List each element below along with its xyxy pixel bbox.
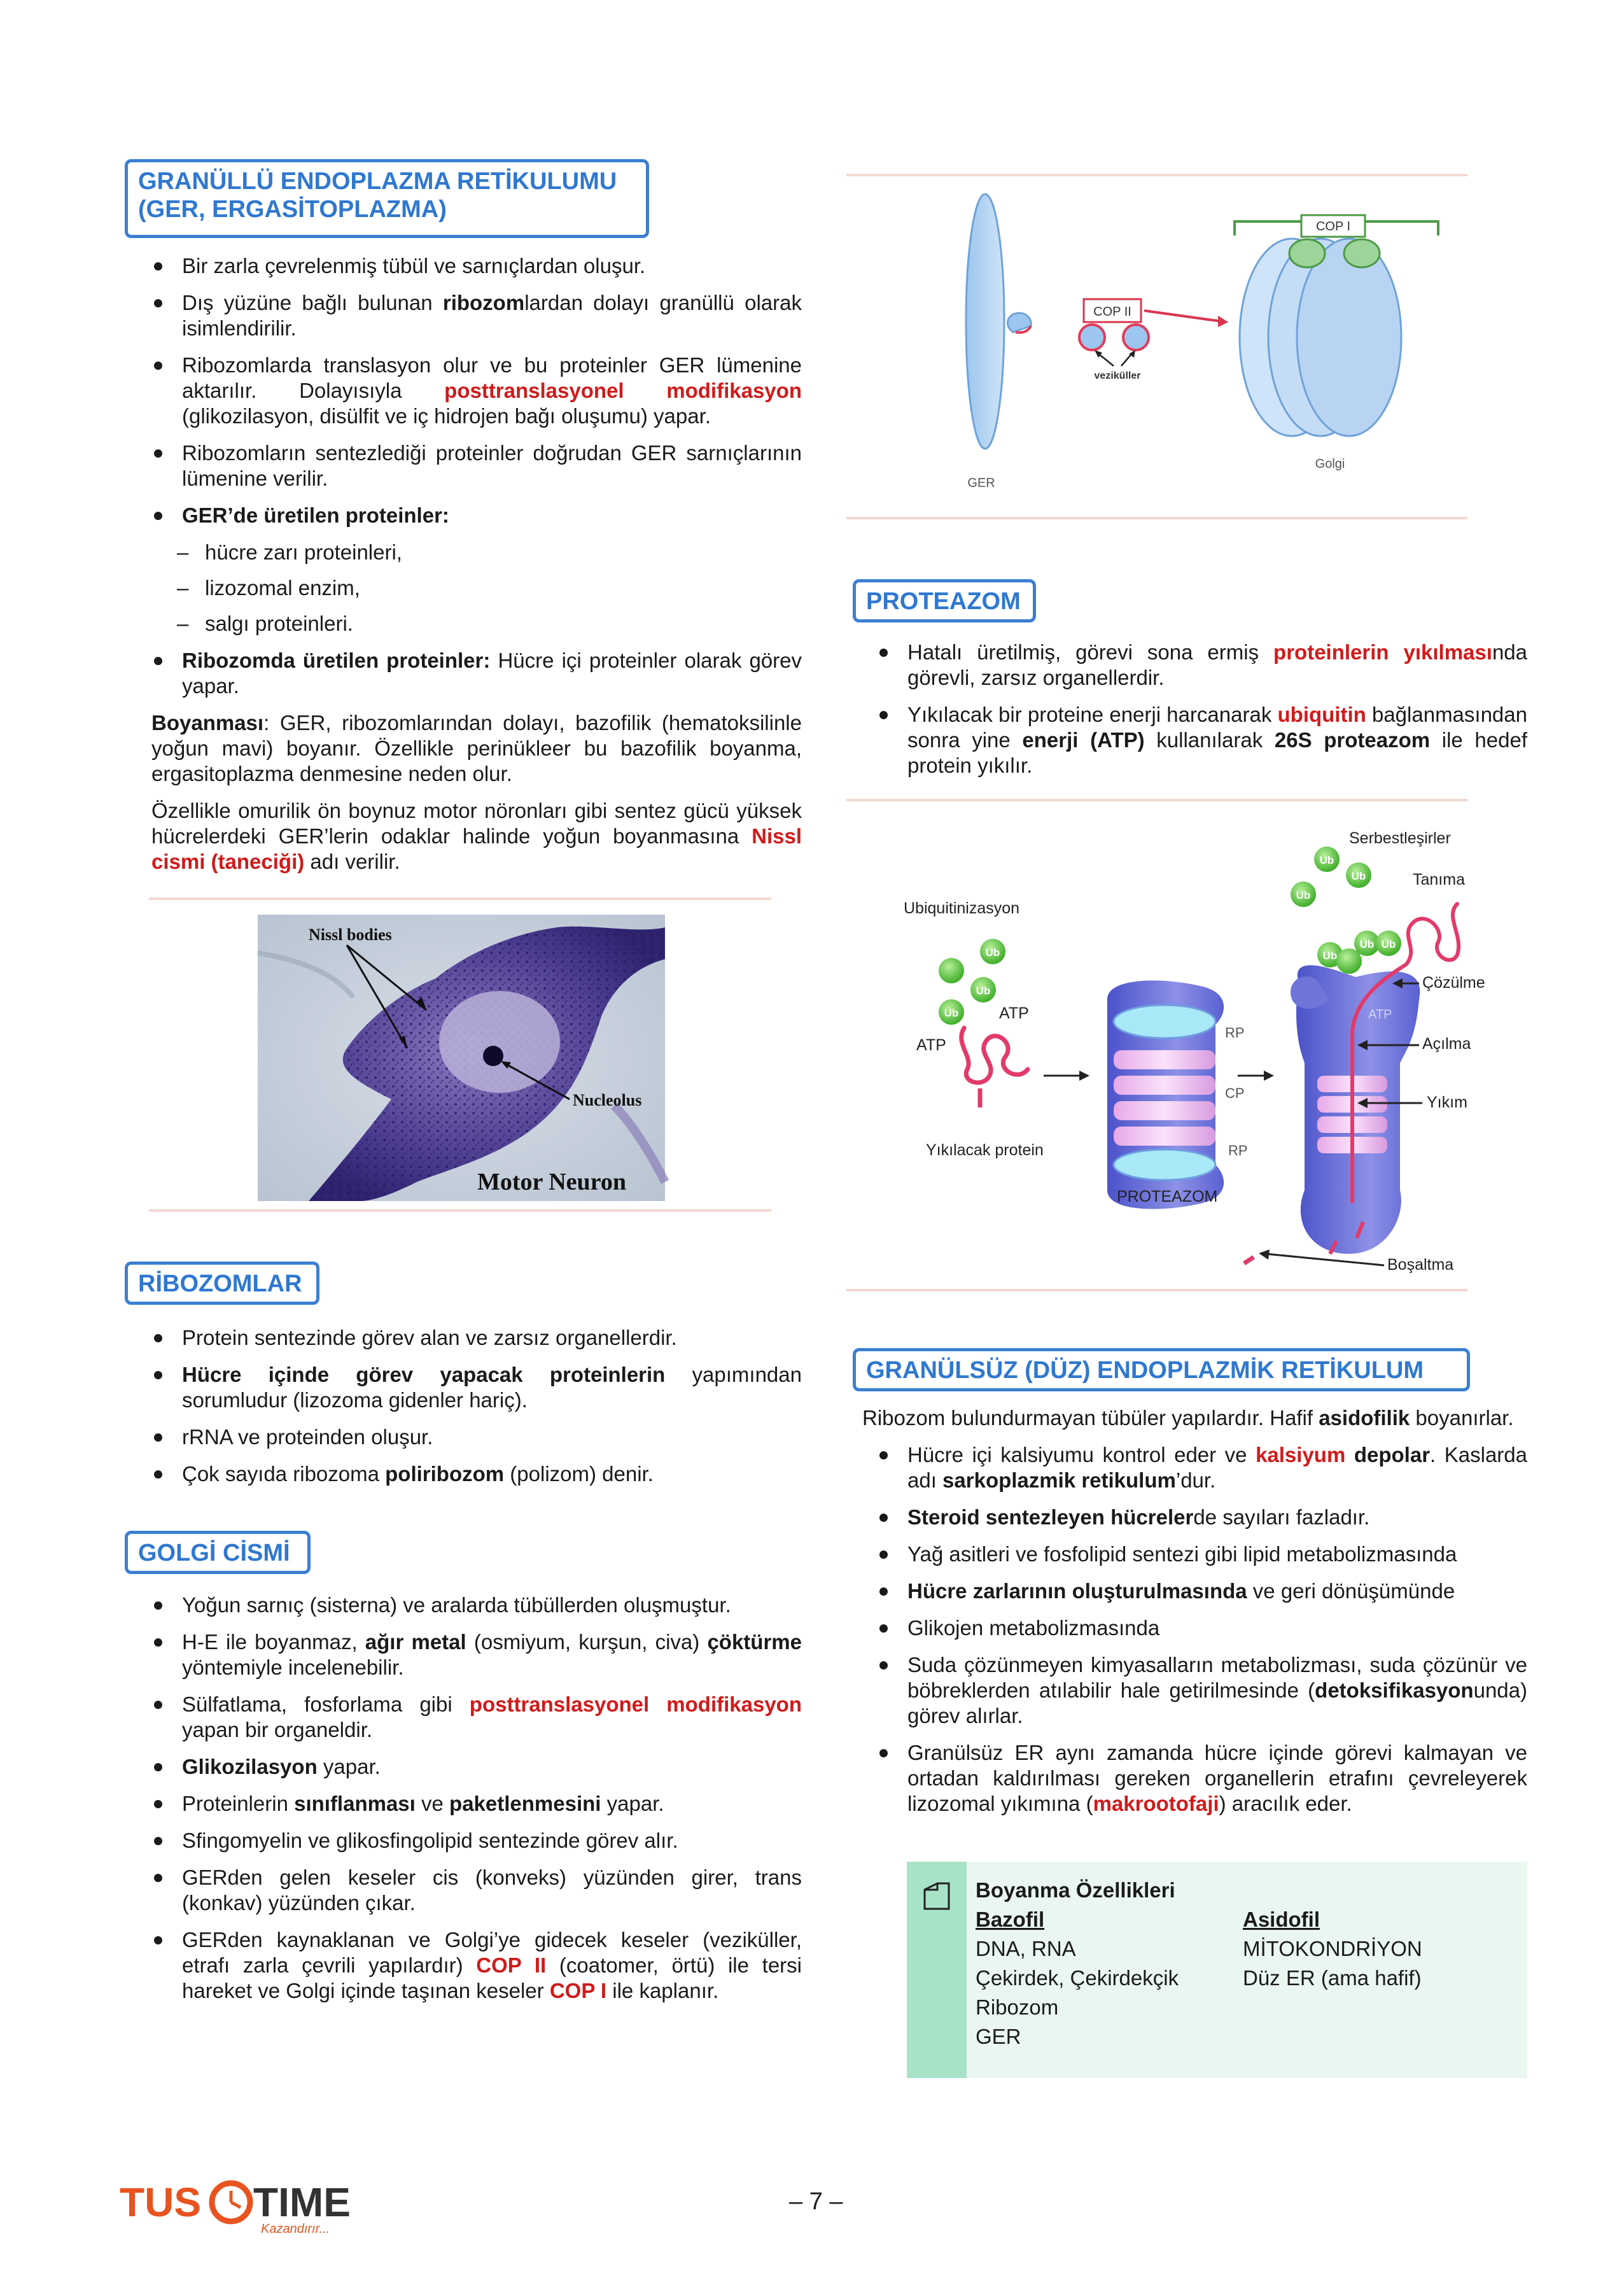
- ger-title-line1: GRANÜLLÜ ENDOPLAZMA RETİKULUMU: [138, 168, 617, 195]
- tustime-logo: [120, 2170, 349, 2240]
- ub-label: Ub: [944, 1007, 959, 1019]
- proteazom-title: PROTEAZOM: [866, 588, 1021, 615]
- list-item: Steroid sentezleyen hücrelerde sayıları fazladır.: [872, 1505, 1527, 1530]
- ub-label: Ub: [1351, 870, 1366, 882]
- basophil-item: GER: [976, 2025, 1021, 2048]
- ub-label: Ub: [976, 985, 991, 997]
- ser-intro: Ribozom bulundurmayan tübüler yapılardır. Hafif asidofilik boyanırlar.: [862, 1406, 1514, 1430]
- emptying-label: Boşaltma: [1387, 1256, 1454, 1274]
- staining-paragraph: Boyanması: GER, ribozomlarından dolayı, bazofilik (hematoksilinle yoğun mavi) boyanır. Özellikle perinükleer bu bazofilik boyanma, ergasitoplazma denmesine neden olur.: [151, 711, 802, 785]
- list-item: GERden gelen keseler cis (konveks) yüzünden girer, trans (konkav) yüzünden çıkar.: [146, 1865, 802, 1916]
- ribozom-content: [146, 1325, 802, 1498]
- ub-label: Ub: [1359, 938, 1375, 950]
- proteasome-diagram: [846, 808, 1485, 1292]
- ser-title: GRANÜLSÜZ (DÜZ) ENDOPLAZMİK RETİKULUM: [866, 1357, 1424, 1384]
- list-item: Dış yüzüne bağlı bulunan ribozomlardan dolayı granüllü olarak isimlendirilir.: [146, 290, 802, 341]
- list-item: Protein sentezinde görev alan ve zarsız organellerdir.: [146, 1325, 802, 1351]
- ger-golgi-vesicle-diagram: [846, 185, 1467, 509]
- cp-label: CP: [1225, 1085, 1245, 1101]
- ub-label: Ub: [1296, 889, 1311, 901]
- list-item: Granülsüz ER aynı zamanda hücre içinde görevi kalmayan ve ortadan kaldırılması gereken organellerin etrafını çevreleyerek lizozomal yıkımına (makrootofaji) aracılık eder.: [872, 1740, 1527, 1817]
- page-number: – 7 –: [789, 2188, 843, 2215]
- nucleolus-label: Nucleolus: [573, 1091, 642, 1109]
- golgi-label: Golgi: [1315, 457, 1345, 471]
- list-item: rRNA ve proteinden oluşur.: [146, 1424, 802, 1450]
- motor-neuron-micrograph: [258, 915, 665, 1201]
- note-title: Boyanma Özellikleri: [976, 1878, 1175, 1902]
- nissl-paragraph: Özellikle omurilik ön boynuz motor nöronları gibi sentez gücü yüksek hücrelerdeki GER’lerin odaklar halinde yoğun boyanmasına Nissl cismi (taneciği) adı verilir.: [151, 799, 802, 873]
- basophil-item: Ribozom: [976, 1995, 1059, 2019]
- list-item: Sülfatlama, fosforlama gibi posttranslasyonel modifikasyon yapan bir organeldir.: [146, 1692, 802, 1743]
- golgi-title-box: [125, 1531, 311, 1574]
- divider: [149, 1209, 771, 1212]
- atp-label: ATP: [1368, 1008, 1392, 1022]
- logo-time: TIME: [253, 2179, 351, 2225]
- logo-tus: TUS: [120, 2179, 201, 2225]
- list-item: Yıkılacak bir proteine enerji harcanarak ubiquitin bağlanmasından sonra yine enerji (ATP) kullanılarak 26S proteazom ile hedef protein yıkılır.: [872, 702, 1527, 778]
- divider: [846, 174, 1467, 176]
- basophil-item: DNA, RNA: [976, 1937, 1076, 1960]
- list-item: – hücre zarı proteinleri,: [146, 540, 802, 565]
- ub-label: Ub: [1322, 950, 1338, 962]
- list-item: Ribozomların sentezlediği proteinler doğrudan GER sarnıçlarının lümenine verilir.: [146, 440, 802, 491]
- acidophil-column: [1243, 1905, 1422, 1993]
- list-item: Suda çözünmeyen kimyasalların metabolizması, suda çözünür ve böbreklerden atılabilir hale getirilmesinde (detoksifikasyonunda) görev alırlar.: [872, 1652, 1527, 1729]
- list-item: Hücre içi kalsiyumu kontrol eder ve kalsiyum depolar. Kaslarda adı sarkoplazmik retikulum’dur.: [872, 1442, 1527, 1493]
- ger-title-line2: (GER, ERGASİTOPLAZMA): [138, 196, 447, 223]
- cop-ii-label: COP II: [1093, 305, 1131, 319]
- list-item: Ribozomlarda translasyon olur ve bu proteinler GER lümenine aktarılır. Dolayısıyla posttranslasyonel modifikasyon (glikozilasyon, disülfit ve iç hidrojen bağı oluşumu) yapar.: [146, 353, 802, 429]
- divider: [846, 799, 1467, 801]
- nissl-bodies-label: Nissl bodies: [309, 925, 392, 944]
- divider: [846, 1289, 1467, 1291]
- list-item: Hücre zarlarının oluşturulmasında ve geri dönüşümünde: [872, 1578, 1527, 1604]
- ub-label: Ub: [1381, 938, 1396, 950]
- degradation-label: Yıkım: [1427, 1093, 1467, 1111]
- ser-title-box: [853, 1348, 1470, 1391]
- basophil-header: Bazofil: [976, 1908, 1045, 1931]
- released-label: Serbestleşirler: [1349, 829, 1451, 847]
- list-item: Hatalı üretilmiş, görevi sona ermiş proteinlerin yıkılmasında görevli, zarsız organellerdir.: [872, 640, 1527, 691]
- ribozom-title-box: [125, 1262, 319, 1305]
- basophil-column: [976, 1905, 1179, 2051]
- cop-i-label: COP I: [1315, 220, 1351, 234]
- golgi-content: [146, 1592, 802, 2015]
- golgi-title: GOLGİ CİSMİ: [138, 1540, 290, 1566]
- motor-neuron-caption: Motor Neuron: [477, 1169, 626, 1195]
- recognition-label: Tanıma: [1413, 871, 1465, 889]
- list-item: Glikojen metabolizmasında: [872, 1615, 1527, 1641]
- list-item: Sfingomyelin ve glikosfingolipid sentezinde görev alır.: [146, 1828, 802, 1853]
- ser-content: [862, 1405, 1527, 1828]
- staining-note-box: [907, 1862, 1527, 2078]
- note-icon: [921, 1881, 953, 1913]
- divider: [846, 517, 1467, 519]
- divider: [149, 897, 771, 900]
- rp-label: RP: [1228, 1143, 1248, 1158]
- list-item: Proteinlerin sınıflanması ve paketlenmesini yapar.: [146, 1791, 802, 1817]
- list-item: Ribozomda üretilen proteinler: Hücre içi proteinler olarak görev yapar.: [146, 648, 802, 699]
- list-item: Çok sayıda ribozoma poliribozom (polizom) denir.: [146, 1461, 802, 1487]
- list-item: H-E ile boyanmaz, ağır metal (osmiyum, kurşun, civa) çöktürme yöntemiyle incelenebilir.: [146, 1629, 802, 1680]
- ub-label: Ub: [1319, 854, 1334, 866]
- list-item: – lizozomal enzim,: [146, 575, 802, 601]
- ribozom-title: RİBOZOMLAR: [138, 1270, 302, 1297]
- list-item: Yağ asitleri ve fosfolipid sentezi gibi lipid metabolizmasında: [872, 1542, 1527, 1567]
- list-item: GER’de üretilen proteinler:: [146, 503, 802, 528]
- proteazom-content: [872, 640, 1527, 790]
- ubiquitinization-label: Ubiquitinizasyon: [904, 899, 1020, 917]
- opening-label: Açılma: [1422, 1035, 1471, 1053]
- list-item: GERden kaynaklanan ve Golgi’ye gidecek keseler (veziküller, etrafı zarla çevrili yapılardır) COP II (coatomer, örtü) ile tersi hareket ve Golgi içinde taşınan keseler COP I ile kaplanır.: [146, 1927, 802, 2004]
- proteasome-barrel: [1107, 980, 1224, 1209]
- proteazom-label: PROTEAZOM: [1117, 1188, 1218, 1206]
- atp-label: ATP: [999, 1004, 1029, 1022]
- list-item: Bir zarla çevrelenmiş tübül ve sarnıçlardan oluşur.: [146, 253, 802, 279]
- ub-cluster-left: [939, 939, 1005, 1025]
- acidophil-item: MİTOKONDRİYON: [1243, 1937, 1422, 1960]
- acidophil-header: Asidofil: [1243, 1908, 1320, 1931]
- rp-label: RP: [1225, 1025, 1245, 1041]
- vesicles-label: veziküller: [1094, 370, 1141, 381]
- ub-cluster-right: [1291, 847, 1401, 974]
- proteazom-title-box: [853, 579, 1036, 622]
- dissolution-label: Çözülme: [1422, 974, 1485, 992]
- acidophil-item: Düz ER (ama hafif): [1243, 1966, 1422, 1990]
- list-item: Yoğun sarnıç (sisterna) ve aralarda tübüllerden oluşmuştur.: [146, 1592, 802, 1618]
- target-protein-label: Yıkılacak protein: [926, 1141, 1044, 1159]
- proteasome-26s: [1291, 904, 1459, 1254]
- ger-title-box: [125, 159, 649, 238]
- logo-subtitle: Kazandırır...: [261, 2222, 330, 2236]
- list-item: Glikozilasyon yapar.: [146, 1754, 802, 1780]
- ger-content: [146, 253, 802, 886]
- atp-label: ATP: [916, 1036, 946, 1054]
- list-item: Hücre içinde görev yapacak proteinlerin yapımından sorumludur (lizozoma gidenler hariç).: [146, 1362, 802, 1413]
- ub-label: Ub: [985, 946, 1000, 959]
- basophil-item: Çekirdek, Çekirdekçik: [976, 1966, 1179, 1990]
- list-item: – salgı proteinleri.: [146, 611, 802, 636]
- ger-label: GER: [967, 476, 995, 490]
